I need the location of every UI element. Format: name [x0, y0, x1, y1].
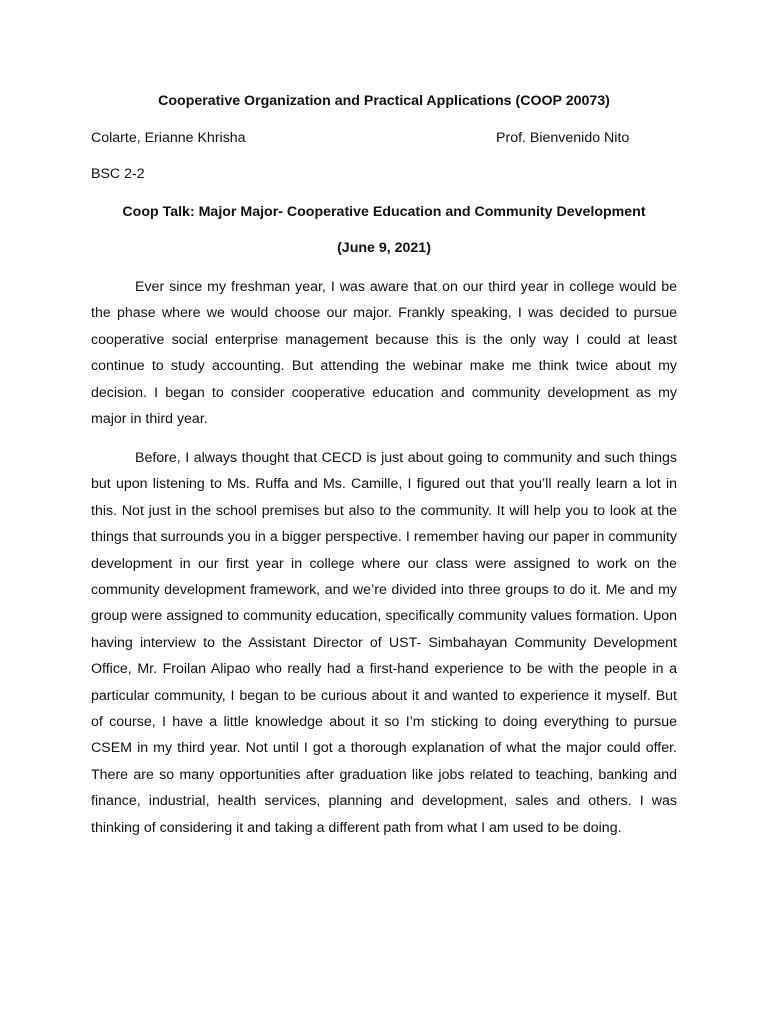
section-label: BSC 2-2 — [91, 166, 145, 182]
student-name: Colarte, Erianne Khrisha — [91, 130, 246, 146]
talk-date: (June 9, 2021) — [337, 240, 431, 256]
professor-name: Prof. Bienvenido Nito — [496, 130, 630, 146]
talk-title: Coop Talk: Major Major- Cooperative Education and Community Development — [122, 204, 646, 220]
paragraph-2: Before, I always thought that CECD is just about going to community and such things but upon listening to Ms. Ruffa and Ms. Camille, I figured out that you’ll really learn a lot in this. Not just in the school premises but also to the community. It will help you to look at the things that surrounds you in a bigger perspective. I remember having our paper in community development in our first year in college where our class were assigned to work on the community development framework, and we’re divided into three groups to do it. Me and my group were assigned to community education, specifically community values formation. Upon having interview to the Assistant Director of UST- Simbahayan Community Development Office, Mr. Froilan Alipao who really had a first-hand experience to be with the people in a particular community, I began to be curious about it and wanted to experience it myself. But of course, I have a little knowledge about it so I’m sticking to doing everything to pursue CSEM in my third year. Not until I got a thorough explanation of what the major could offer. There are so many opportunities after graduation like jobs related to teaching, banking and finance, industrial, health services, planning and development, sales and others. I was thinking of considering it and taking a different path from what I am used to be doing. — [91, 450, 677, 836]
paragraph-1: Ever since my freshman year, I was aware that on our third year in college would be the phase where we would choose our major. Frankly speaking, I was decided to pursue cooperative social enterprise management because this is the only way I could at least continue to study accounting. But attending the webinar make me think twice about my decision. I began to consider cooperative education and community development as my major in third year. — [91, 279, 677, 428]
course-title: Cooperative Organization and Practical Applications (COOP 20073) — [158, 93, 610, 109]
